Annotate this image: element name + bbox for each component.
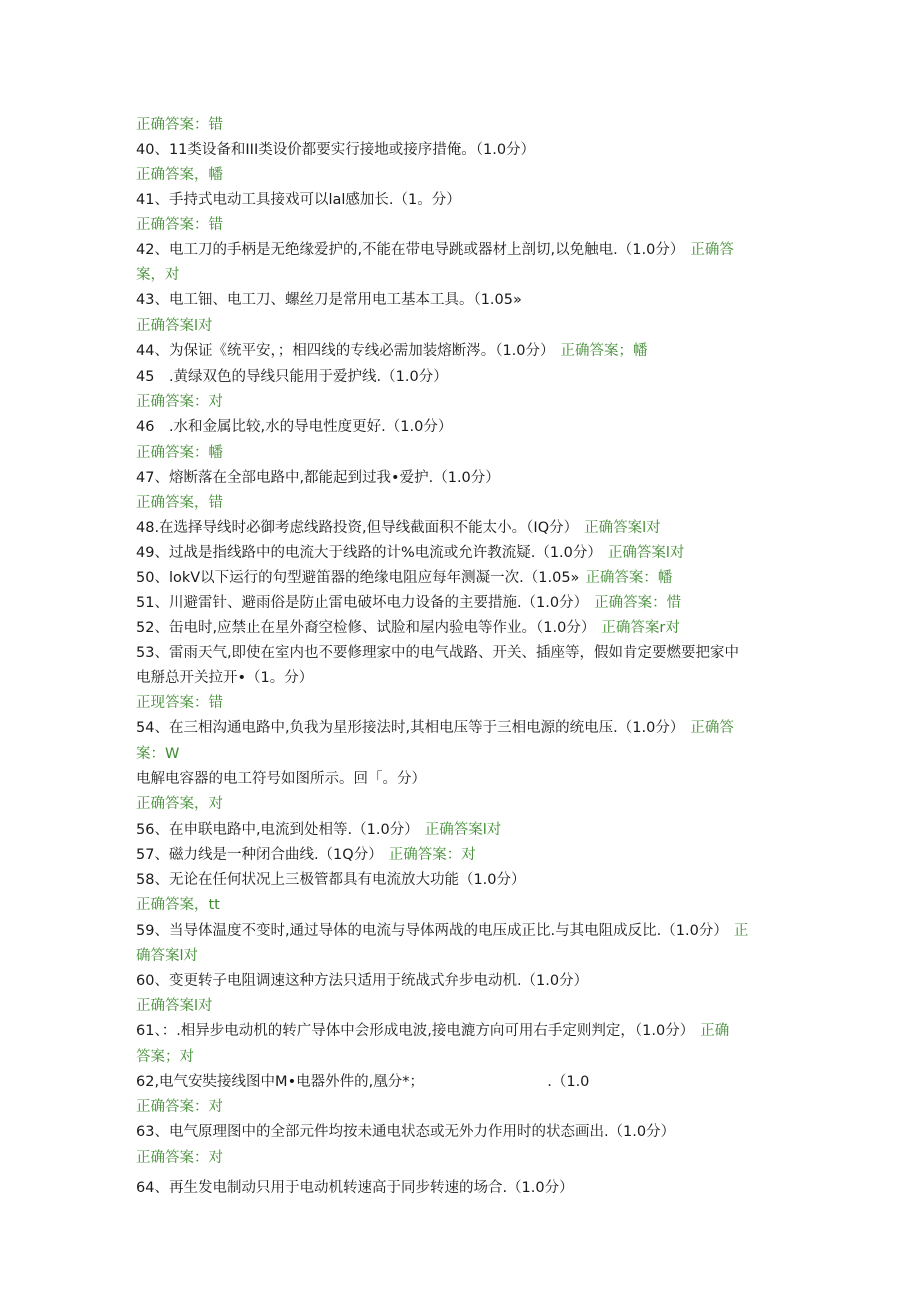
question-text: 62,电气安奘接线图中M•电器外件的,凰分*； .（1.0: [136, 1074, 590, 1090]
text-line: [136, 518, 786, 538]
question-text: 41、手持式电动工具接戏可以lal感加长.（1。分）: [136, 192, 461, 208]
question-text: 46 .水和金属比较,水的导电性度更好.（1.0分）: [136, 419, 453, 435]
text-line: [136, 1021, 786, 1041]
answer-text: 正确答: [690, 242, 734, 258]
text-line: [136, 290, 786, 310]
text-line: [136, 643, 786, 663]
question-text: 53、雷雨天气,即使在室内也不要修理家中的电气战路、开关、插座等，假如肯定要燃要把家中: [136, 645, 740, 661]
question-text: 54、在三相沟通电路中,负我为星形接法时,其相电压等于三相电源的统电压.（1.0分）: [136, 720, 685, 736]
question-text: 58、无论在任何状况上三极管都具有电流放大功能（1.0分）: [136, 872, 526, 888]
question-text: 60、变更转子电阻调速这种方法只适用于统战式弁步电动机.（1.0分）: [136, 973, 589, 989]
text-line: [136, 568, 786, 588]
question-text: 63、电气原理图中的全部元件均按未通电状态或无外力作用时的状态画出.（1.0分）: [136, 1124, 676, 1140]
answer-text: 正确答案，tt: [136, 897, 220, 913]
answer-text: 正确: [700, 1023, 730, 1039]
text-line: [136, 140, 786, 160]
question-text: 49、过战是指线路中的电流大于线路的计%电流或允许教流疑.（1.0分）: [136, 545, 602, 561]
text-line: [136, 1148, 786, 1168]
answer-text: 确答案l对: [136, 948, 199, 964]
question-text: 50、lokV以下运行的句型避笛器的绝缘电阻应每年测凝一次.（1.05»: [136, 570, 580, 586]
text-line: [136, 417, 786, 437]
question-text: 45 .黄绿双色的导线只能用于爱护线.（1.0分）: [136, 369, 448, 385]
text-line: [136, 165, 786, 185]
text-line: [136, 1097, 786, 1117]
answer-text: 正确答案r对: [601, 620, 680, 636]
answer-text: 正确答案l对: [136, 998, 213, 1014]
text-line: [136, 693, 786, 713]
text-line: [136, 265, 786, 285]
question-text: 电掰总开关拉开•（1。分）: [136, 670, 314, 686]
question-text: 40、11类设备和III类设价都要实行接地或接序措俺。（1.0分）: [136, 142, 536, 158]
question-text: 59、当导体温度不变时,通过导体的电流与导体两战的电压成正比.与其电阻成反比.（1.0分）: [136, 923, 728, 939]
answer-text: 答案；对: [136, 1049, 194, 1065]
text-line: [136, 996, 786, 1016]
answer-text: 正确答案：对: [136, 394, 223, 410]
answer-text: 正: [733, 923, 749, 939]
answer-text: 正确答案：错: [136, 217, 223, 233]
question-text: 52、缶电时,应禁止在星外裔空检修、试脸和屋内验电等作业。（1.0分）: [136, 620, 596, 636]
text-line: [136, 443, 786, 463]
text-line: [136, 1178, 786, 1198]
text-line: [136, 468, 786, 488]
answer-text: 正确答案：幡: [136, 445, 223, 461]
text-line: [136, 668, 786, 688]
answer-text: 正确答案：对: [136, 1150, 223, 1166]
text-line: [136, 190, 786, 210]
answer-text: 案：W: [136, 746, 180, 762]
answer-text: 正确答案，幡: [136, 167, 223, 183]
question-text: 43、电工钿、电工刀、螺丝刀是常用电工基本工具。（1.05»: [136, 292, 522, 308]
answer-text: 正确答案：对: [388, 847, 476, 863]
text-line: [136, 1047, 786, 1067]
question-text: 64、再生发电制动只用于电动机转速高于同步转速的场合.（1.0分）: [136, 1180, 574, 1196]
answer-text: 正确答案l对: [424, 822, 502, 838]
text-line: [136, 921, 786, 941]
question-text: 56、在申联电路中,电流到处相等.（1.0分）: [136, 822, 419, 838]
question-text: 57、磁力线是一种闭合曲线.（1Q分）: [136, 847, 383, 863]
text-line: [136, 718, 786, 738]
answer-text: 正确答案：错: [136, 117, 223, 133]
answer-text: 正确答案l对: [607, 545, 685, 561]
question-text: 电解电容器的电工符号如图所示。回「。分）: [136, 771, 426, 787]
question-text: 51、川避雷针、避雨俗是防止雷电破坏电力设备的主要措施.（1.0分）: [136, 595, 589, 611]
text-line: [136, 543, 786, 563]
answer-text: 正确答案l对: [584, 520, 661, 536]
question-text: 47、熔断落在全部电路中,都能起到过我•爱护.（1.0分）: [136, 470, 500, 486]
question-text: 42、电工刀的手柄是无绝缘爱护的,不能在带电导跳或器材上剖切,以免触电.（1.0分）: [136, 242, 685, 258]
answer-text: 正确答案：惜: [594, 595, 682, 611]
answer-text: 正确答案：幡: [585, 570, 673, 586]
answer-text: 正确答案：对: [136, 1099, 223, 1115]
answer-text: 正确答案l对: [136, 318, 213, 334]
text-line: [136, 392, 786, 412]
text-line: [136, 870, 786, 890]
text-line: [136, 820, 786, 840]
text-line: [136, 367, 786, 387]
question-text: 61、：.相异步电动机的转广导体中会形成电波,接电漉方向可用右手定则判定，（1.0分）: [136, 1023, 695, 1039]
text-line: [136, 115, 786, 135]
text-line: [136, 215, 786, 235]
answer-text: 正确答案，错: [136, 495, 223, 511]
answer-text: 正确答: [690, 720, 734, 736]
text-line: [136, 341, 786, 361]
question-text: 44、为保证《统平安，；相四线的专线必需加装熔断涔。（1.0分）: [136, 343, 555, 359]
answer-text: 正确答案；幡: [560, 343, 648, 359]
text-line: [136, 845, 786, 865]
text-line: [136, 895, 786, 915]
text-line: [136, 1122, 786, 1142]
text-line: [136, 493, 786, 513]
text-line: [136, 618, 786, 638]
question-text: 48.在选择导线时必御考虑线路投资,但导线截面积不能太小。（IQ分）: [136, 520, 579, 536]
text-line: [136, 794, 786, 814]
text-line: [136, 946, 786, 966]
answer-text: 正确答案，对: [136, 796, 223, 812]
answer-text: 案，对: [136, 267, 180, 283]
answer-text: 正现答案：错: [136, 695, 223, 711]
text-line: [136, 240, 786, 260]
text-line: [136, 593, 786, 613]
text-line: [136, 744, 786, 764]
text-line: [136, 1072, 786, 1092]
text-line: [136, 971, 786, 991]
text-line: [136, 769, 786, 789]
text-line: [136, 316, 786, 336]
